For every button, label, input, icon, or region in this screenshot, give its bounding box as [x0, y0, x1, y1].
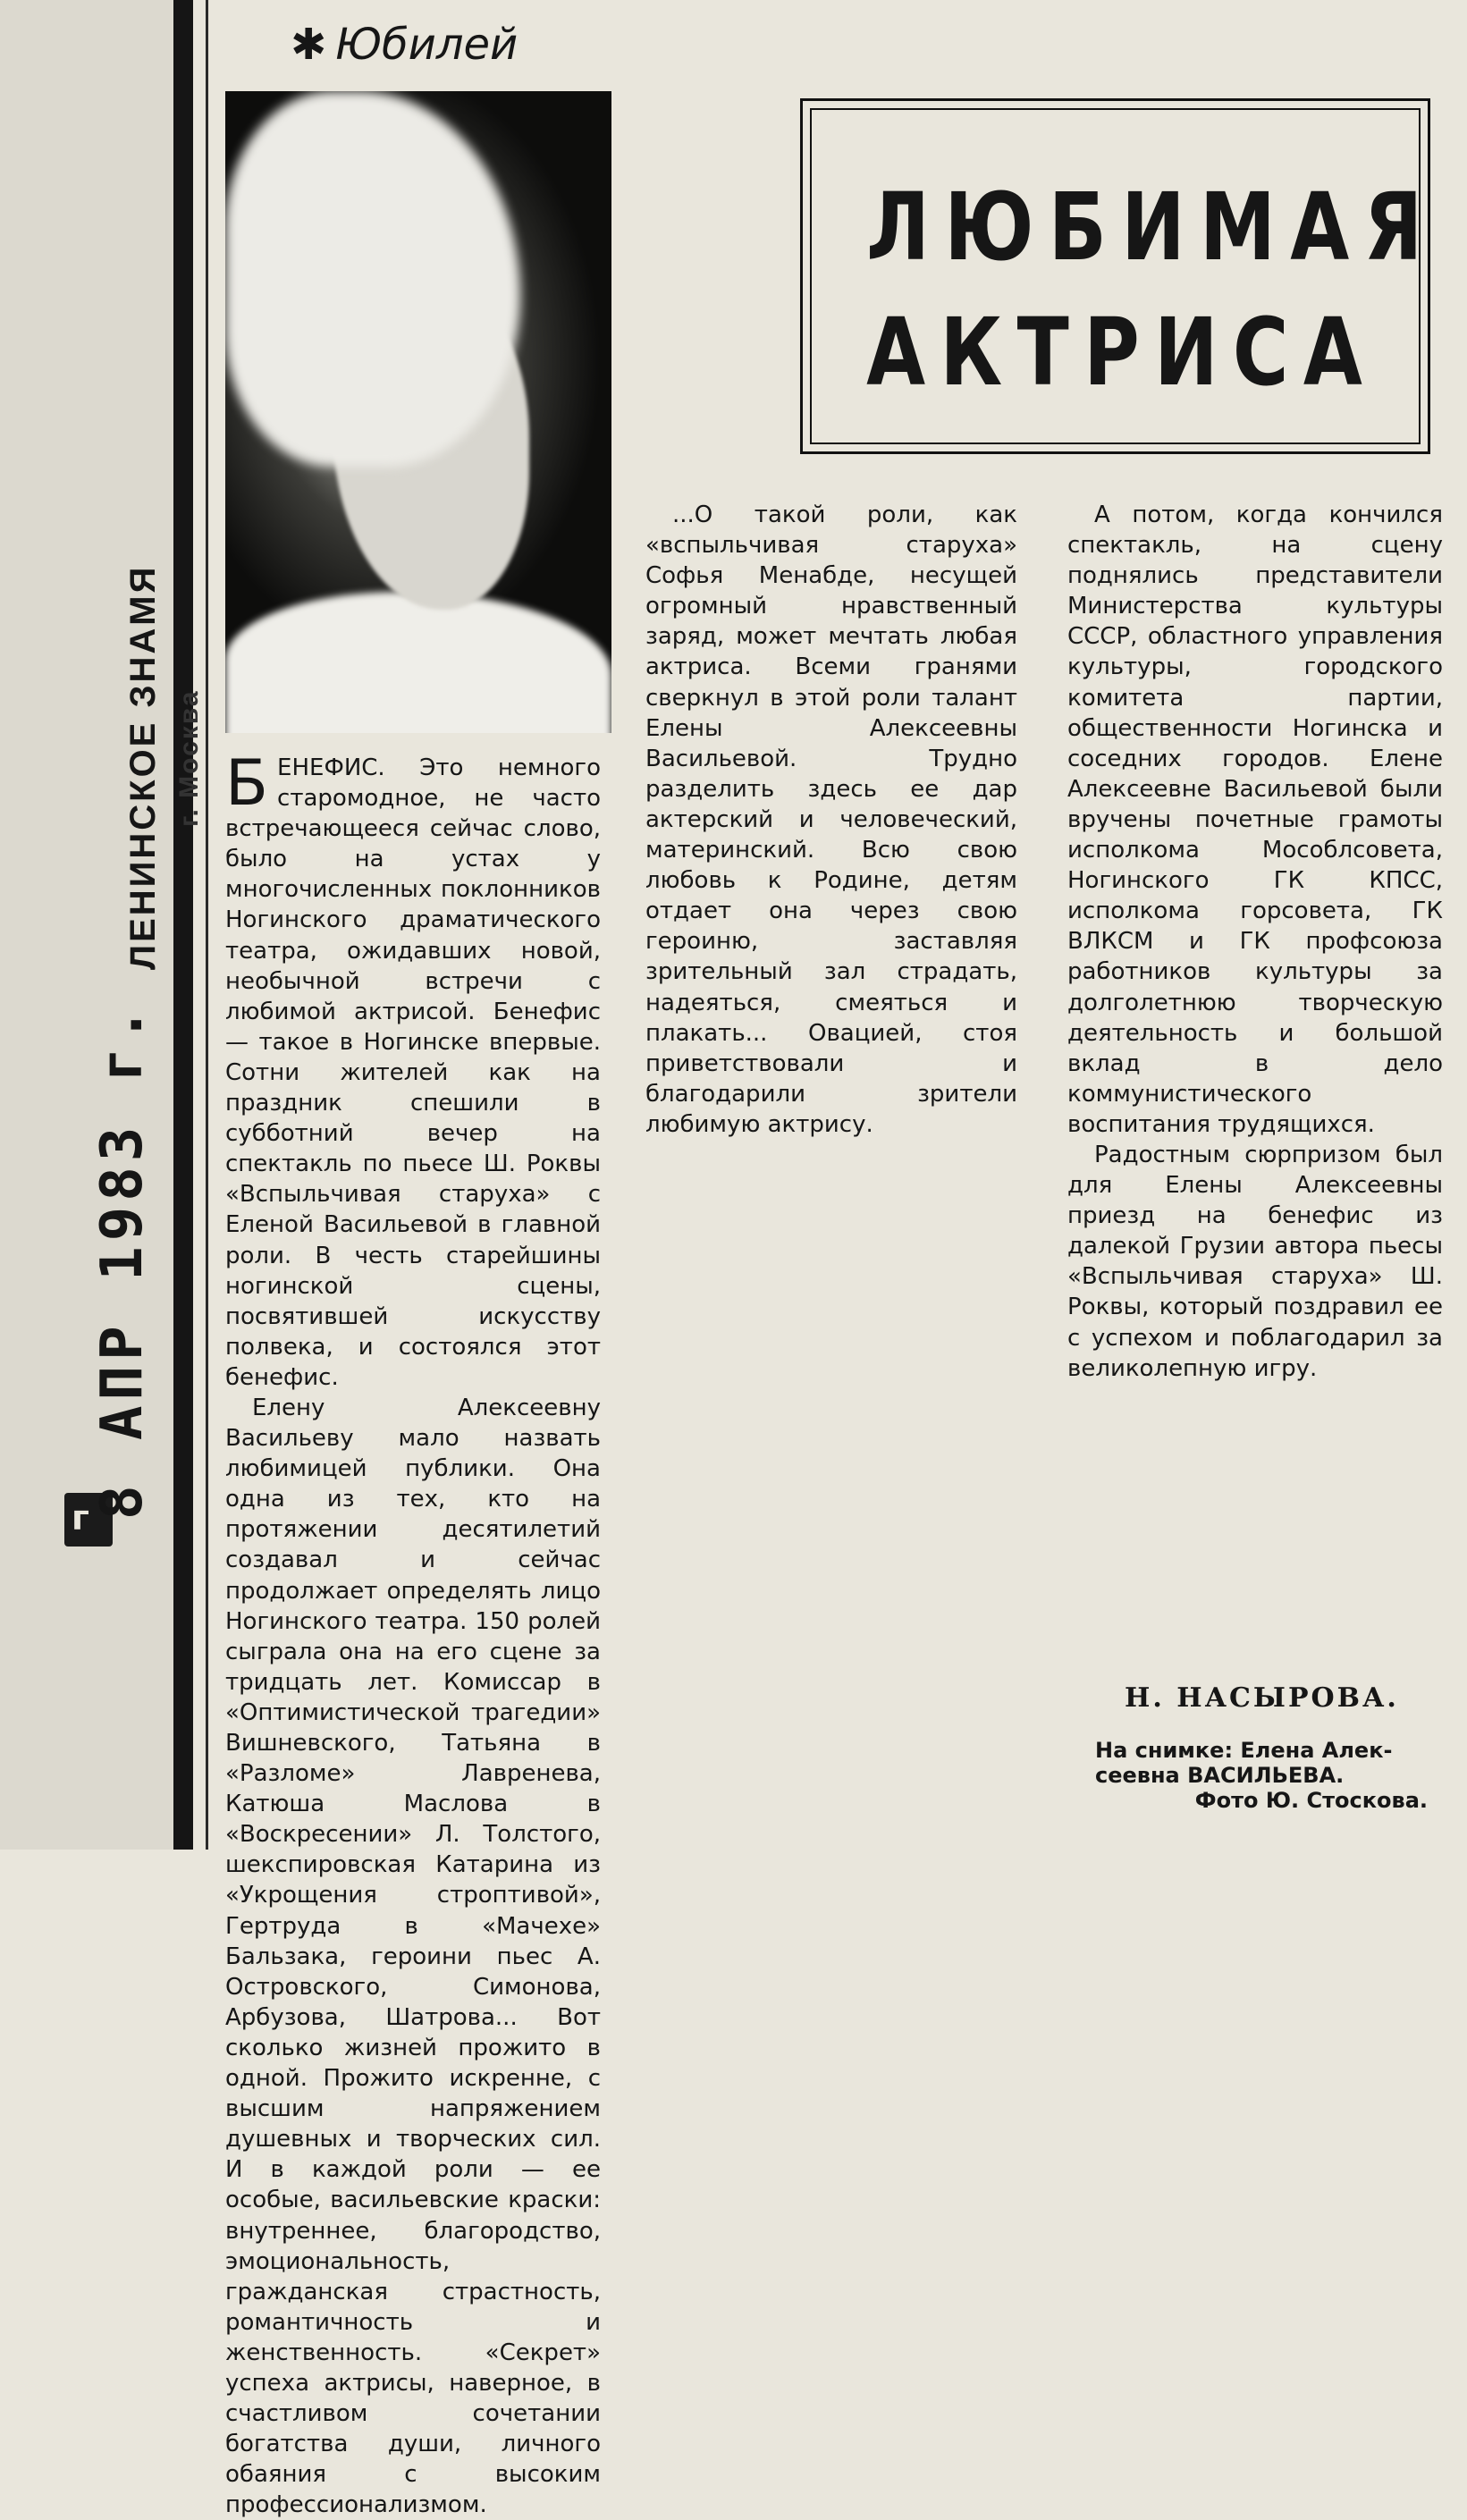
- photo-shoulder: [225, 592, 611, 733]
- vertical-rule-thick: [173, 0, 193, 1850]
- paragraph-3: ...О такой роли, как «вспыльчивая старуха» Софья Менабде, несущей огромный нравственный заряд, может мечтать любая актриса. Всеми гранями сверкнул в этой роли талант Елены Алексеевны Васильевой. Трудно разделить здесь ее дар актерский и человеческий, материнский. Всю свою любовь к Родине, детям отдает она через свою героиню, заставляя зрительный зал страдать, надеяться, смеяться и плакать... Овацией, стоя приветствовали и благодарили зрители любимую актрису.: [645, 501, 1017, 1138]
- article-column-3: [1067, 500, 1443, 1384]
- caption-line-3: Фото Ю. Стоскова.: [1194, 1788, 1428, 1813]
- article-column-2: [645, 500, 1017, 1140]
- paragraph-2: Елену Алексеевну Васильеву мало назвать любимицей публики. Она одна из тех, кто на протяжении десятилетий создавал и сейчас продолжает определять лицо Ногинского театра. 150 ролей сыграла она на его сцене за тридцать лет. Комиссар в «Оптимистической трагедии» Вишневского, Татьяна в «Разломе» Лавренева, Катюша Маслова в «Воскресении» Л. Толстого, шекспировская Катарина из «Укрощения строптивой», Гертруда в «Мачехе» Бальзака, героини пьес А. Островского, Симонова, Арбузова, Шатрова... Вот сколько жизней прожито в одной. Прожито искренне, с высшим напряжением душевных и творческих сил. И в каждой роли — ее особые, васильевские краски: внутреннее, благородство, эмоциональность, гражданская страстность, романтичность и женственность. «Секрет» успеха актрисы, наверное, в счастливом сочетании богатства души, личного обаяния с высоким профессионализмом.: [225, 1394, 601, 2519]
- section-label: Юбилей: [335, 20, 519, 70]
- photo-hair: [225, 91, 520, 467]
- paragraph-1: [225, 746, 601, 1393]
- vertical-rule-thin: [206, 0, 208, 1850]
- newspaper-city: г. Москва: [174, 689, 204, 827]
- caption-line-2: сеевна ВАСИЛЬЕВА.: [1095, 1763, 1345, 1788]
- headline-line-2: АКТРИСА: [866, 298, 1378, 407]
- library-stamp-icon: г: [64, 1493, 113, 1547]
- paragraph-4: А потом, когда кончился спектакль, на сцену поднялись представители Министерства культуры СССР, областного управления культуры, городского комитета партии, общественности Ногинска и соседних городов. Елене Алексеевне Васильевой были вручены почетные грамоты исполкома Мособлсовета, Ногинского ГК КПСС, исполкома горсовета, ГК ВЛКСМ и ГК профсоюза работников культуры за долголетнюю творческую деятельность и большой вклад в дело коммунистического воспитания трудящихся.: [1067, 501, 1443, 1138]
- date-stamp: 8 АПР 1983 г.: [89, 1002, 156, 1520]
- headline-box: [800, 98, 1437, 454]
- headline-line-1: ЛЮБИМАЯ: [866, 173, 1437, 282]
- caption-line-1: На снимке: Елена Алек-: [1095, 1738, 1393, 1763]
- portrait-photo: [225, 91, 611, 733]
- asterisk-icon: ✱: [291, 20, 327, 70]
- paragraph-1-text: ЕНЕФИС. Это немного старомодное, не часто встречающееся сейчас слово, было на устах у многочисленных поклонников Ногинского драматического театра, ожидавших новой, необычной встречи с любимой актрисой. Бенефис — такое в Ногинске впервые. Сотни жителей как на праздник спешили в субботний вечер на спектакль по пьесе Ш. Роквы «Вспыльчивая старуха» с Еленой Васильевой в главной роли. В честь старейшины ногинской сцены, посвятившей искусству полвека, и состоялся этот бенефис.: [225, 754, 601, 1391]
- headline-frame: [810, 108, 1437, 444]
- paragraph-5: Радостным сюрпризом был для Елены Алексеевны приезд на бенефис из далекой Грузии автора пьесы «Вспыльчивая старуха» Ш. Роквы, который поздравил ее с успехом и поблагодарил за великолепную игру.: [1067, 1141, 1443, 1382]
- drop-cap: Б: [225, 746, 269, 820]
- section-heading: [291, 20, 518, 70]
- photo-caption: [1095, 1738, 1428, 1813]
- newspaper-name: ЛЕНИНСКОЕ ЗНАМЯ: [123, 564, 163, 970]
- article-column-1: [225, 746, 601, 2520]
- author-byline: Н. НАСЫРОВА.: [1125, 1682, 1399, 1714]
